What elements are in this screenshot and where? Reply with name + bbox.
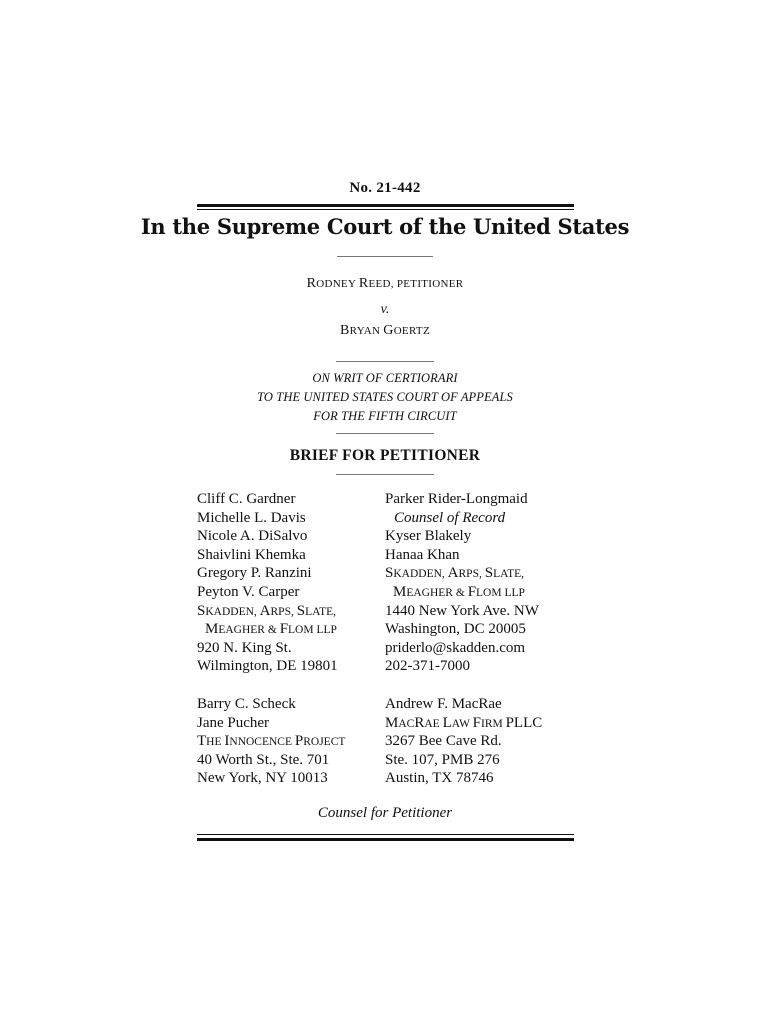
- firm-name-line-1: SKADDEN, ARPS, SLATE,: [385, 565, 525, 582]
- counsel-name: Barry C. Scheck: [197, 696, 296, 712]
- organization-name: THE INNOCENCE PROJECT: [197, 733, 346, 750]
- firm-name: MACRAE LAW FIRM PLLC: [385, 714, 543, 731]
- divider-4: [336, 474, 434, 475]
- counsel-of-record-name: Parker Rider-Longmaid: [385, 491, 528, 507]
- firm-name-line-2: MEAGHER & FLOM LLP: [205, 621, 337, 638]
- top-rule-thin: [197, 209, 574, 210]
- writ-line-3: FOR THE FIFTH CIRCUIT: [313, 409, 457, 423]
- brief-title: BRIEF FOR PETITIONER: [289, 447, 481, 464]
- respondent-line: [0, 323, 770, 339]
- counsel-name: Jane Pucher: [197, 714, 270, 731]
- top-rule-thick: [197, 204, 574, 207]
- counsel-name: Andrew F. MacRae: [385, 696, 502, 712]
- petitioner-line: [0, 276, 770, 292]
- right-counsel-block-2: [385, 695, 542, 788]
- counsel-name: Hanaa Khan: [385, 546, 460, 563]
- address-line: Ste. 107, PMB 276: [385, 751, 500, 768]
- divider-3: [336, 433, 434, 434]
- left-counsel-block-1: [197, 490, 338, 676]
- address-line: Washington, DC 20005: [385, 621, 526, 638]
- counsel-for-petitioner: Counsel for Petitioner: [317, 805, 453, 821]
- court-title: In the Supreme Court of the United States: [140, 214, 630, 239]
- respondent-last-rest: OERTZ: [393, 325, 430, 337]
- address-line: 3267 Bee Cave Rd.: [385, 733, 502, 750]
- respondent-last-initial: G: [383, 323, 394, 338]
- bottom-rule-thick: [197, 838, 574, 841]
- counsel-name: Cliff C. Gardner: [197, 491, 296, 507]
- counsel-name: Gregory P. Ranzini: [197, 565, 312, 582]
- counsel-name: Nicole A. DiSalvo: [197, 528, 308, 545]
- email-address: priderlo@skadden.com: [385, 639, 526, 656]
- left-counsel-block-2: [197, 695, 345, 788]
- divider-2: [336, 361, 434, 362]
- respondent-initial: B: [340, 323, 350, 338]
- firm-name-line-1: SKADDEN, ARPS, SLATE,: [197, 602, 337, 619]
- counsel-name: Shaivlini Khemka: [197, 546, 306, 563]
- address-line: New York, NY 10013: [197, 770, 328, 787]
- counsel-name: Kyser Blakely: [385, 528, 472, 545]
- petitioner-last-rest: EED, PETITIONER: [368, 278, 464, 290]
- writ-line-1: ON WRIT OF CERTIORARI: [312, 371, 458, 385]
- petitioner-rest: ODNEY: [316, 278, 359, 290]
- petitioner-last-initial: R: [358, 276, 369, 291]
- petitioner-initial: R: [306, 276, 317, 291]
- counsel-name: Michelle L. Davis: [197, 509, 306, 526]
- docket-number: No. 21-442: [349, 180, 421, 196]
- bottom-rule-thin: [197, 834, 574, 835]
- writ-line-2: TO THE UNITED STATES COURT OF APPEALS: [257, 390, 513, 404]
- address-line: Austin, TX 78746: [385, 770, 494, 787]
- address-line: 1440 New York Ave. NW: [385, 602, 539, 619]
- phone-number: 202-371-7000: [385, 658, 470, 675]
- counsel-name: Peyton V. Carper: [197, 583, 300, 600]
- address-line: Wilmington, DE 19801: [197, 658, 338, 675]
- versus: v.: [380, 302, 390, 317]
- address-line: 40 Worth St., Ste. 701: [197, 751, 330, 768]
- address-line: 920 N. King St.: [197, 639, 292, 656]
- respondent-rest: RYAN: [349, 325, 384, 337]
- firm-name-line-2: MEAGHER & FLOM LLP: [393, 583, 525, 600]
- right-counsel-block-1: [385, 490, 539, 676]
- divider-1: [337, 256, 433, 257]
- counsel-of-record-label: Counsel of Record: [394, 509, 506, 526]
